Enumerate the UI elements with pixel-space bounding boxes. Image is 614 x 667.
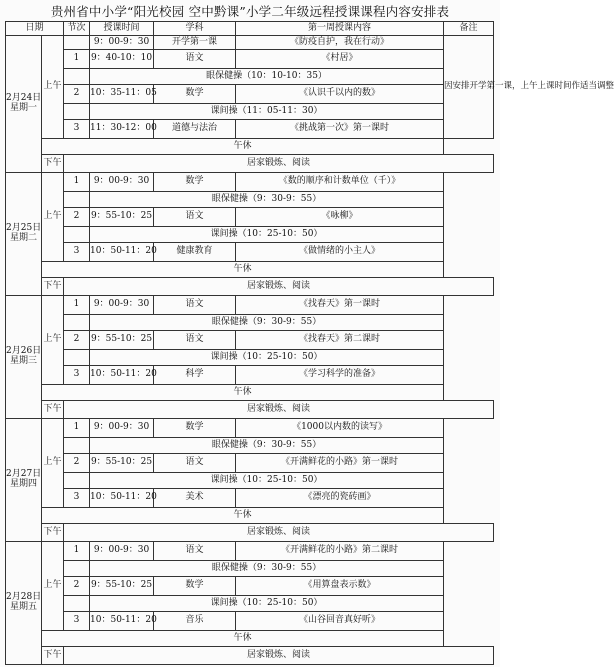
afternoon-label: 下午 [42, 524, 64, 542]
break-cell: 课间操（10：25-10：50） [90, 227, 444, 243]
date-cell [6, 173, 42, 296]
morning-label: 上午 [42, 419, 64, 508]
class-row [6, 331, 494, 350]
subject-cell: 语文 [154, 542, 236, 561]
schedule-table [5, 21, 614, 665]
header-period: 节次 [64, 22, 90, 36]
date-cell [6, 36, 42, 173]
subject-cell: 数学 [154, 85, 236, 104]
subject-cell: 语文 [154, 331, 236, 350]
break-row [6, 227, 494, 243]
time-cell: 9：00-9：30 [90, 419, 154, 438]
period-cell [64, 227, 90, 243]
break-row [6, 315, 494, 331]
noon-row [6, 631, 494, 647]
content-cell: 《开满鲜花的小路》第一课时 [236, 454, 444, 473]
afternoon-label: 下午 [42, 278, 64, 296]
period-cell: 1 [64, 173, 90, 192]
subject-cell: 数学 [154, 577, 236, 596]
content-cell: 《学习科学的准备》 [236, 366, 444, 385]
period-cell: 1 [64, 50, 90, 69]
period-cell: 1 [64, 419, 90, 438]
period-cell [64, 36, 90, 50]
content-cell: 《找春天》第一课时 [236, 296, 444, 315]
break-row [6, 473, 494, 489]
break-row [6, 192, 494, 208]
class-row [6, 85, 494, 104]
weekday-label: 星期三 [9, 356, 37, 366]
time-cell: 9：00-9：30 [90, 36, 154, 50]
break-cell: 课间操（10：25-10：50） [90, 350, 444, 366]
break-cell: 眼保健操（9：30-9：55） [90, 315, 444, 331]
break-cell: 课间操（10：25-10：50） [90, 473, 444, 489]
time-cell: 9：55-10：25 [90, 577, 154, 596]
content-cell: 《防疫自护，我在行动》 [236, 36, 444, 50]
class-row [6, 296, 494, 315]
period-cell: 2 [64, 208, 90, 227]
period-cell [64, 350, 90, 366]
afternoon-activity: 居家锻炼、阅读 [64, 524, 494, 542]
period-cell [64, 192, 90, 208]
break-row [6, 438, 494, 454]
period-cell [64, 596, 90, 612]
period-cell [64, 438, 90, 454]
subject-cell: 语文 [154, 454, 236, 473]
class-row [6, 173, 494, 192]
header-time: 授课时间 [90, 22, 154, 36]
subject-cell: 健康教育 [154, 243, 236, 262]
subject-cell: 开学第一课 [154, 36, 236, 50]
period-cell [64, 69, 90, 85]
class-row [6, 208, 494, 227]
period-cell [64, 104, 90, 120]
period-cell: 1 [64, 542, 90, 561]
content-cell: 《挑战第一次》第一课时 [236, 120, 444, 139]
time-cell: 10：50-11：20 [90, 366, 154, 385]
date-label: 2月28日 [6, 592, 42, 603]
class-row [6, 419, 494, 438]
subject-cell: 语文 [154, 208, 236, 227]
afternoon-row [6, 155, 494, 173]
content-cell: 《用算盘表示数》 [236, 577, 444, 596]
afternoon-activity: 居家锻炼、阅读 [64, 647, 494, 665]
period-cell: 3 [64, 120, 90, 139]
subject-cell: 音乐 [154, 612, 236, 631]
break-row [6, 104, 494, 120]
break-cell: 课间操（10：25-10：50） [90, 596, 444, 612]
afternoon-row [6, 401, 494, 419]
noon-break-cell: 午休 [42, 508, 444, 524]
subject-cell: 数学 [154, 173, 236, 192]
noon-break-cell: 午休 [42, 385, 444, 401]
period-cell: 2 [64, 331, 90, 350]
class-row [6, 50, 494, 69]
content-cell: 《开满鲜花的小路》第二课时 [236, 542, 444, 561]
afternoon-activity: 居家锻炼、阅读 [64, 278, 494, 296]
weekday-label: 星期四 [9, 479, 37, 489]
subject-cell: 语文 [154, 296, 236, 315]
noon-row [6, 508, 494, 524]
subject-cell: 科学 [154, 366, 236, 385]
break-row [6, 596, 494, 612]
subject-cell: 道德与法治 [154, 120, 236, 139]
content-cell: 《数的顺序和计数单位（千）》 [236, 173, 444, 192]
time-cell: 9：40-10：10 [90, 50, 154, 69]
class-row [6, 489, 494, 508]
noon-row [6, 139, 494, 155]
content-cell: 《咏柳》 [236, 208, 444, 227]
afternoon-label: 下午 [42, 155, 64, 173]
break-cell: 眼保健操（10：10-10：35） [90, 69, 444, 85]
weekday-label: 星期一 [9, 103, 37, 113]
afternoon-label: 下午 [42, 401, 64, 419]
class-row [6, 366, 494, 385]
class-row [6, 612, 494, 631]
date-cell [6, 419, 42, 542]
period-cell: 3 [64, 489, 90, 508]
content-cell: 《1000以内数的读写》 [236, 419, 444, 438]
period-cell: 3 [64, 366, 90, 385]
date-label: 2月27日 [6, 469, 42, 480]
period-cell: 2 [64, 454, 90, 473]
period-cell: 2 [64, 85, 90, 104]
afternoon-activity: 居家锻炼、阅读 [64, 155, 494, 173]
afternoon-row [6, 524, 494, 542]
subject-cell: 数学 [154, 419, 236, 438]
content-cell: 《找春天》第二课时 [236, 331, 444, 350]
header-note: 备注 [444, 22, 494, 36]
time-cell: 9：00-9：30 [90, 542, 154, 561]
morning-label: 上午 [42, 296, 64, 385]
time-cell: 10：50-11：20 [90, 612, 154, 631]
header-date: 日期 [6, 22, 64, 36]
noon-break-cell: 午休 [42, 262, 444, 278]
morning-label: 上午 [42, 542, 64, 631]
afternoon-label: 下午 [42, 647, 64, 665]
content-cell: 《认识千以内的数》 [236, 85, 444, 104]
document-title: 贵州省中小学“阳光校园 空中黔课”小学二年级远程授课课程内容安排表 [50, 4, 450, 19]
header-subject: 学科 [154, 22, 236, 36]
break-row [6, 69, 494, 85]
afternoon-row [6, 647, 494, 665]
time-cell: 9：00-9：30 [90, 173, 154, 192]
afternoon-row [6, 278, 494, 296]
break-cell: 眼保健操（9：30-9：55） [90, 192, 444, 208]
period-cell [64, 315, 90, 331]
period-cell: 1 [64, 296, 90, 315]
class-row [6, 577, 494, 596]
time-cell: 9：55-10：25 [90, 208, 154, 227]
content-cell: 《村居》 [236, 50, 444, 69]
break-cell: 课间操（11：05-11：30） [90, 104, 444, 120]
noon-break-cell: 午休 [42, 631, 444, 647]
noon-row [6, 385, 494, 401]
class-row [6, 454, 494, 473]
subject-cell: 美术 [154, 489, 236, 508]
morning-label: 上午 [42, 173, 64, 262]
time-cell: 9：55-10：25 [90, 454, 154, 473]
break-row [6, 350, 494, 366]
time-cell: 10：50-11：20 [90, 489, 154, 508]
break-cell: 眼保健操（9：30-9：55） [90, 438, 444, 454]
period-cell: 3 [64, 243, 90, 262]
weekday-label: 星期二 [9, 233, 37, 243]
content-cell: 《做情绪的小主人》 [236, 243, 444, 262]
date-label: 2月25日 [6, 223, 42, 234]
header-row [6, 22, 494, 36]
content-cell: 《漂亮的瓷砖画》 [236, 489, 444, 508]
time-cell: 9：00-9：30 [90, 296, 154, 315]
class-row [6, 120, 494, 139]
period-cell: 3 [64, 612, 90, 631]
date-label: 2月24日 [6, 93, 42, 104]
noon-break-cell: 午休 [42, 139, 444, 155]
afternoon-activity: 居家锻炼、阅读 [64, 401, 494, 419]
morning-label: 上午 [42, 36, 64, 139]
period-cell [64, 561, 90, 577]
time-cell: 10：50-11：20 [90, 243, 154, 262]
time-cell: 9：55-10：25 [90, 331, 154, 350]
header-content: 第一周授课内容 [236, 22, 444, 36]
date-cell [6, 542, 42, 665]
class-row [6, 36, 494, 50]
time-cell: 11：30-12：00 [90, 120, 154, 139]
noon-row [6, 262, 494, 278]
date-label: 2月26日 [6, 346, 42, 357]
content-cell: 《山谷回音真好听》 [236, 612, 444, 631]
note-cell: 因安排开学第一课，上午上课时间作适当调整 [444, 36, 494, 139]
class-row [6, 243, 494, 262]
period-cell: 2 [64, 577, 90, 596]
break-cell: 眼保健操（9：30-9：55） [90, 561, 444, 577]
class-row [6, 542, 494, 561]
weekday-label: 星期五 [9, 602, 37, 612]
period-cell [64, 473, 90, 489]
time-cell: 10：35-11：05 [90, 85, 154, 104]
date-cell [6, 296, 42, 419]
break-row [6, 561, 494, 577]
subject-cell: 语文 [154, 50, 236, 69]
